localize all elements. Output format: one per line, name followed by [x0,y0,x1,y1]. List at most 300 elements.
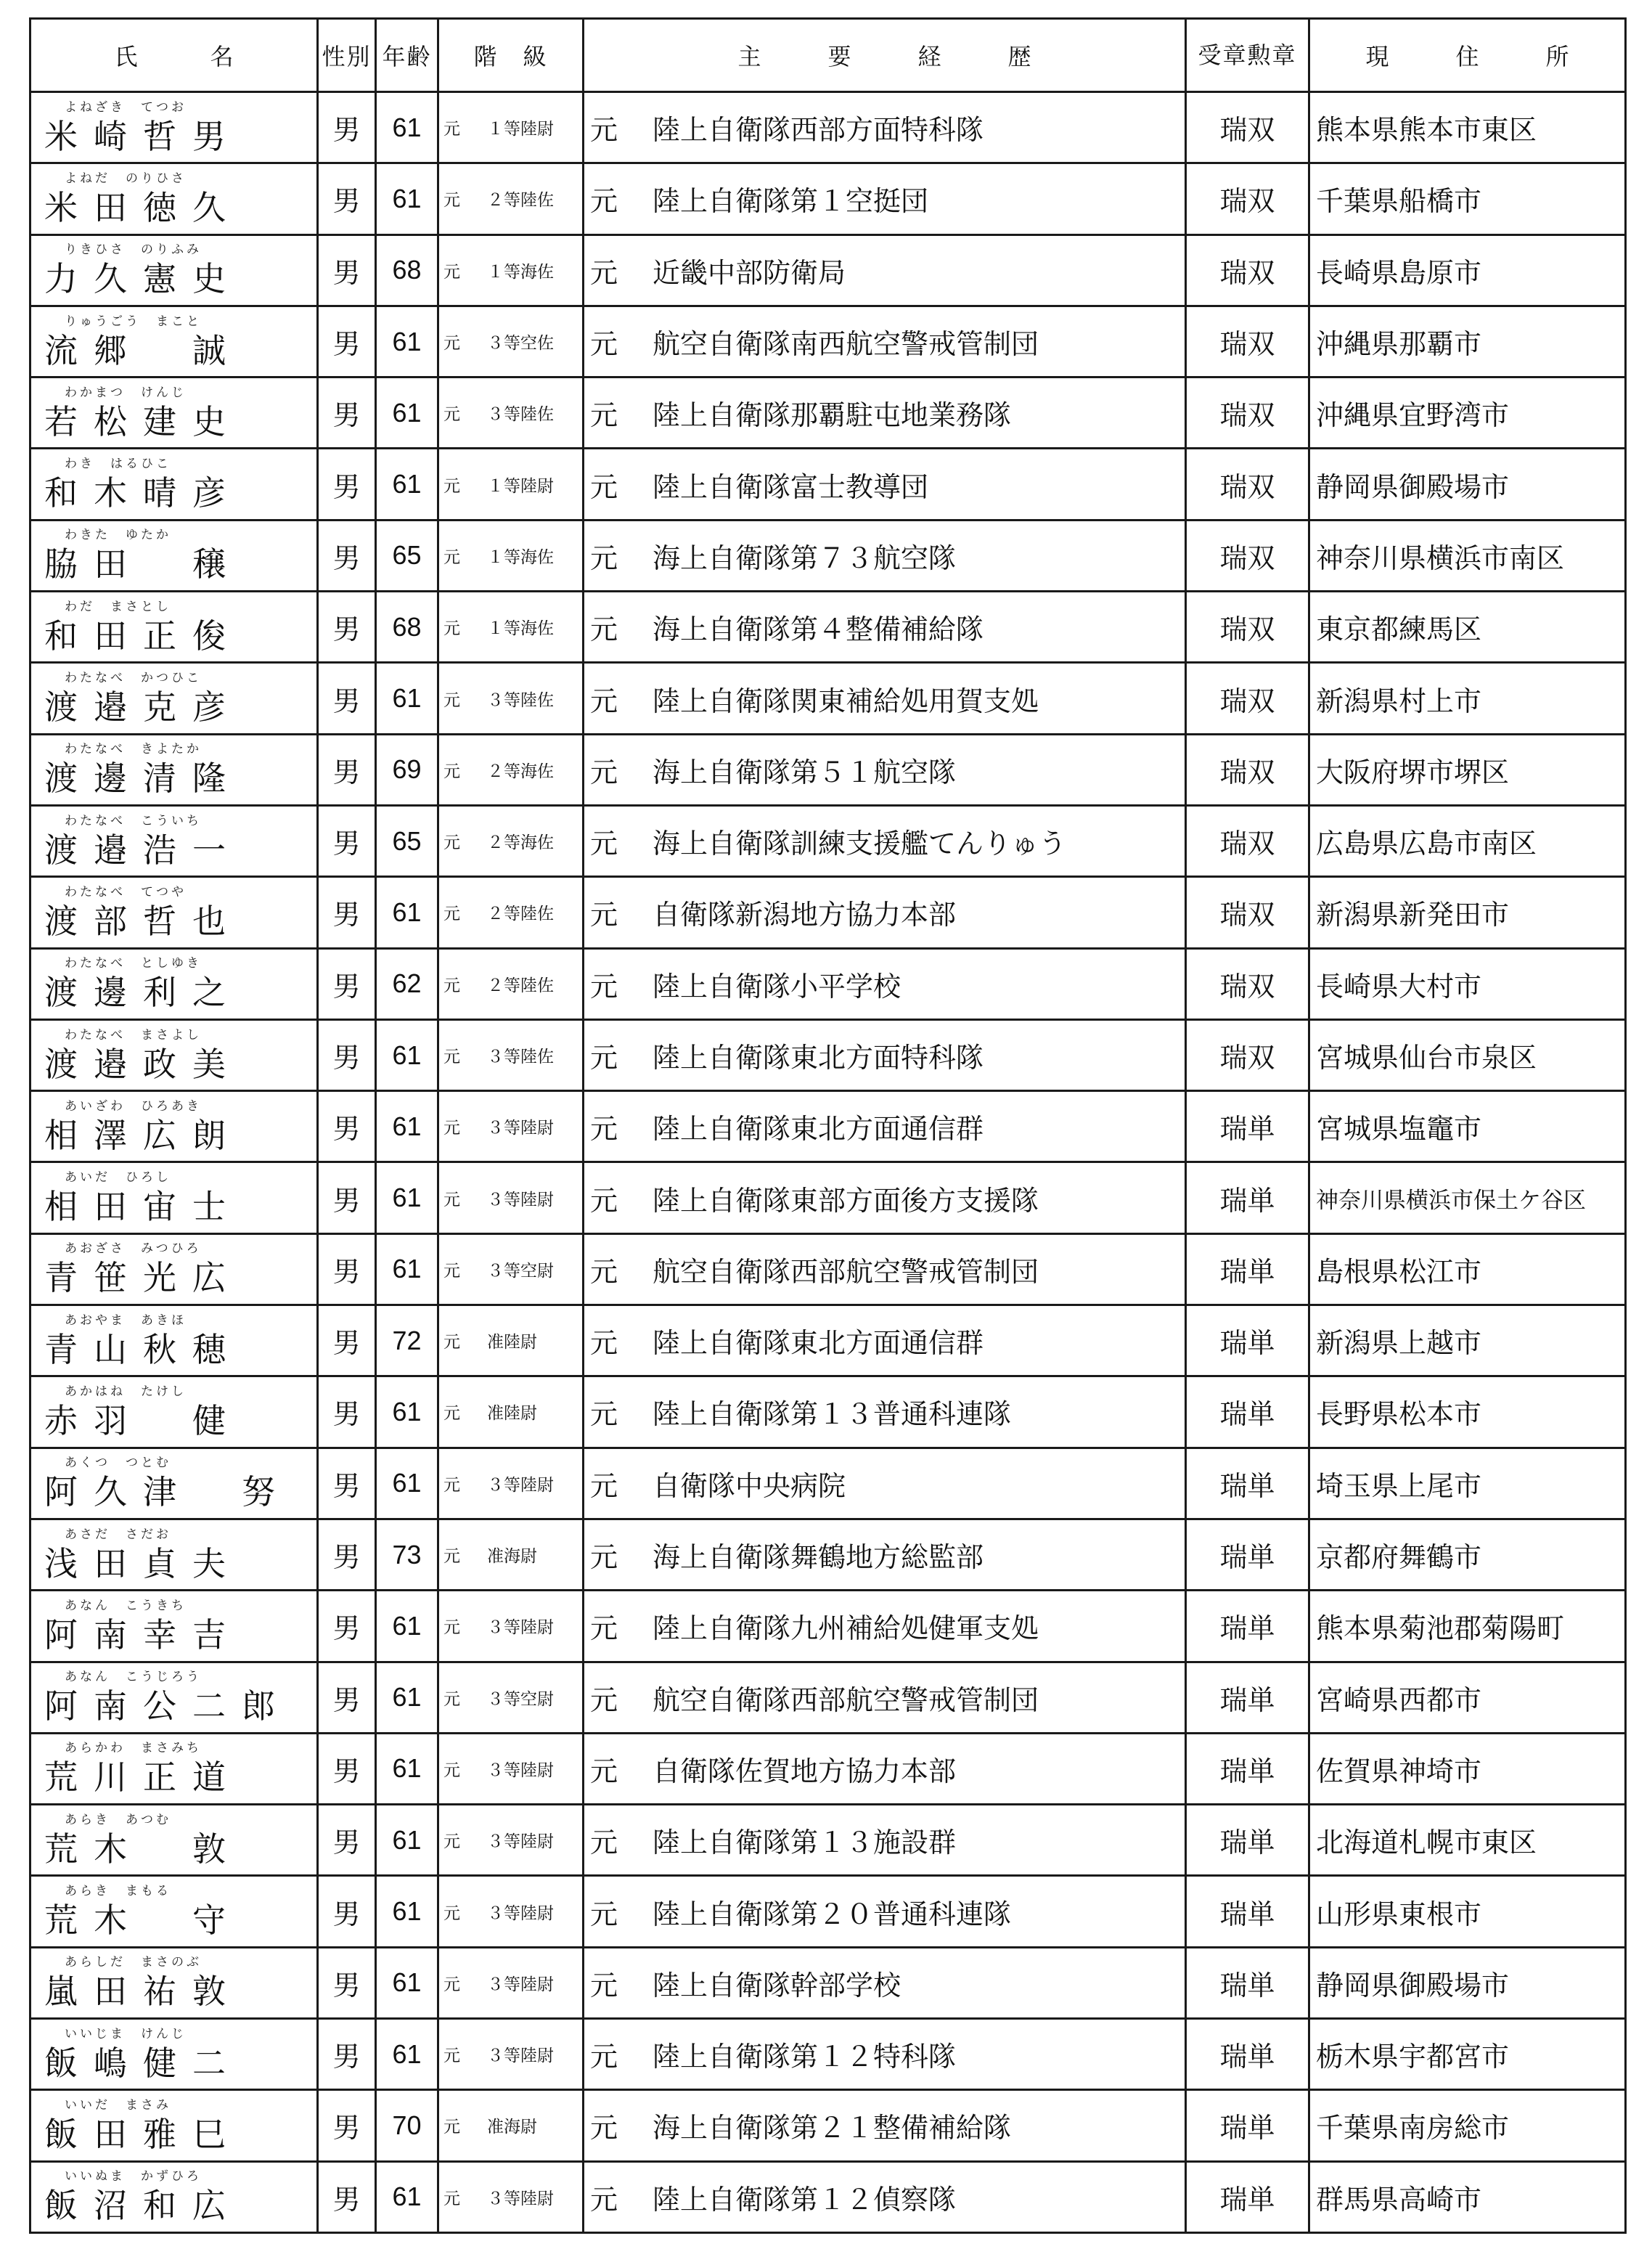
table-row [30,2161,1626,2232]
rank-text: ２等海佐 [487,833,554,853]
age-cell: 70 [376,2090,438,2161]
age-cell: 61 [376,2019,438,2090]
rank-prefix: 元 [443,191,460,211]
header-rank: 階 級 [438,19,584,92]
table-row [30,1305,1626,1376]
rank-prefix: 元 [443,1832,460,1852]
rank-text: ３等空佐 [487,334,554,354]
career-cell [584,1519,1186,1590]
rank-prefix: 元 [443,405,460,425]
address-cell: 北海道札幌市東区 [1309,1805,1626,1876]
name-reading: あおざさ みつひろ [65,1241,202,1257]
age-cell: 61 [376,1662,438,1733]
rank-text: 准陸尉 [487,1404,537,1424]
award-cell: 瑞単 [1186,1591,1309,1662]
name-reading: よねざき てつお [65,99,187,115]
career-cell [584,449,1186,520]
rank-prefix: 元 [443,833,460,853]
table-row [30,1591,1626,1662]
table-row [30,1733,1626,1804]
table-row [30,306,1626,377]
address-cell: 東京都練馬区 [1309,592,1626,663]
sex-cell: 男 [318,306,376,377]
name-cell [30,306,318,377]
table-row [30,1519,1626,1590]
name-reading: あくつ つとむ [65,1456,171,1471]
name-reading: あいだ ひろし [65,1170,171,1185]
career-text: 陸上自衛隊那覇駐屯地業務隊 [653,399,1012,432]
name-cell [30,1947,318,2018]
rank-text: ３等陸尉 [487,1975,554,1994]
rank-cell [438,1305,584,1376]
award-cell: 瑞双 [1186,377,1309,449]
rank-text: ３等陸佐 [487,1048,554,1066]
name-cell [30,377,318,449]
rank-text: ２等海佐 [487,762,554,781]
name-text: 米田徳久 [44,187,242,227]
career-cell [584,1233,1186,1305]
sex-cell: 男 [318,1591,376,1662]
career-text: 近畿中部防衛局 [653,256,846,289]
career-cell [584,1733,1186,1804]
age-cell: 69 [376,734,438,805]
career-prefix: 元 [590,1469,618,1502]
address-cell: 宮城県仙台市泉区 [1309,1019,1626,1090]
address-cell: 長野県松本市 [1309,1376,1626,1448]
career-text: 自衛隊佐賀地方協力本部 [653,1755,957,1787]
name-reading: わき はるひこ [65,457,171,472]
rank-prefix: 元 [443,120,460,139]
career-cell [584,1162,1186,1233]
name-cell [30,734,318,805]
career-text: 自衛隊中央病院 [653,1469,846,1502]
name-cell [30,1591,318,1662]
name-text: 和田正俊 [44,616,242,656]
age-cell: 61 [376,1448,438,1519]
address-cell: 広島県広島市南区 [1309,805,1626,876]
career-prefix: 元 [590,828,618,860]
table-row [30,163,1626,234]
award-cell: 瑞双 [1186,805,1309,876]
rank-text: ２等陸佐 [487,976,554,995]
career-prefix: 元 [590,1255,618,1288]
table-row [30,1805,1626,1876]
rank-text: 准海尉 [487,1547,537,1567]
rank-text: ３等陸尉 [487,1618,554,1638]
name-text: 荒木 敦 [44,1829,242,1869]
career-cell [584,1376,1186,1448]
award-cell: 瑞双 [1186,592,1309,663]
rank-cell [438,1733,584,1804]
career-cell [584,234,1186,306]
table-row [30,948,1626,1019]
sex-cell: 男 [318,1733,376,1804]
sex-cell: 男 [318,1947,376,2018]
award-cell: 瑞単 [1186,1805,1309,1876]
name-cell [30,1305,318,1376]
career-text: 海上自衛隊第４整備補給隊 [653,613,984,646]
header-name: 氏 名 [30,19,318,92]
career-text: 陸上自衛隊第１２偵察隊 [653,2183,957,2216]
rank-cell [438,592,584,663]
career-prefix: 元 [590,2183,618,2216]
name-reading: わきた ゆたか [65,528,171,543]
rank-text: １等海佐 [487,619,554,639]
table-row [30,877,1626,948]
rank-cell [438,1805,584,1876]
rank-cell [438,2161,584,2232]
rank-prefix: 元 [443,1618,460,1638]
name-text: 荒木 守 [44,1901,242,1940]
career-text: 航空自衛隊西部航空警戒管制団 [653,1683,1039,1716]
header-age: 年齢 [376,19,438,92]
header-award: 受章勲章 [1186,19,1309,92]
career-text: 陸上自衛隊東部方面後方支援隊 [653,1184,1039,1217]
career-prefix: 元 [590,1113,618,1146]
address-cell: 新潟県新発田市 [1309,877,1626,948]
rank-prefix: 元 [443,762,460,781]
award-cell: 瑞双 [1186,663,1309,734]
name-text: 嵐田祐敦 [44,1972,242,2012]
name-reading: あさだ さだお [65,1527,171,1542]
rank-prefix: 元 [443,334,460,354]
career-text: 陸上自衛隊九州補給処健軍支処 [653,1612,1039,1645]
rank-text: ３等陸佐 [487,405,554,425]
award-cell: 瑞双 [1186,948,1309,1019]
address-cell: 島根県松江市 [1309,1233,1626,1305]
name-reading: わたなべ こういち [65,813,202,828]
name-text: 流郷 誠 [44,330,242,370]
rank-text: ３等陸尉 [487,1475,554,1495]
name-cell [30,1876,318,1947]
table-row [30,805,1626,876]
career-cell [584,520,1186,591]
name-cell [30,1519,318,1590]
rank-cell [438,449,584,520]
career-text: 陸上自衛隊西部方面特科隊 [653,114,984,147]
name-text: 和木晴彦 [44,473,242,513]
rank-cell [438,734,584,805]
age-cell: 61 [376,1805,438,1876]
career-text: 自衛隊新潟地方協力本部 [653,899,957,931]
career-cell [584,2090,1186,2161]
age-cell: 61 [376,306,438,377]
roster-table [29,17,1627,2234]
name-text: 相澤広朗 [44,1115,242,1155]
career-prefix: 元 [590,2041,618,2073]
rank-prefix: 元 [443,1261,460,1281]
name-reading: りきひさ のりふみ [65,242,202,258]
name-text: 阿南幸吉 [44,1615,242,1654]
name-text: 飯田雅巳 [44,2114,242,2154]
career-cell [584,2161,1186,2232]
career-prefix: 元 [590,114,618,147]
name-cell [30,663,318,734]
name-reading: あなん こうじろう [65,1670,202,1685]
career-prefix: 元 [590,1755,618,1787]
rank-cell [438,1376,584,1448]
address-cell: 新潟県上越市 [1309,1305,1626,1376]
address-cell: 京都府舞鶴市 [1309,1519,1626,1590]
rank-prefix: 元 [443,1689,460,1709]
age-cell: 72 [376,1305,438,1376]
address-cell: 宮崎県西都市 [1309,1662,1626,1733]
rank-cell [438,877,584,948]
age-cell: 73 [376,1519,438,1590]
rank-prefix: 元 [443,2189,460,2208]
name-text: 渡邊利之 [44,973,242,1013]
address-cell: 神奈川県横浜市保土ケ谷区 [1309,1162,1626,1233]
name-cell [30,1091,318,1162]
rank-cell [438,520,584,591]
age-cell: 61 [376,449,438,520]
name-reading: りゅうごう まこと [65,314,202,329]
rank-prefix: 元 [443,1404,460,1424]
rank-prefix: 元 [443,1547,460,1567]
career-text: 海上自衛隊第２１整備補給隊 [653,2112,1012,2144]
table-row [30,1662,1626,1733]
table-row [30,520,1626,591]
name-text: 渡邉浩一 [44,830,242,870]
table-row [30,663,1626,734]
award-cell: 瑞単 [1186,1376,1309,1448]
sex-cell: 男 [318,948,376,1019]
age-cell: 61 [376,877,438,948]
career-prefix: 元 [590,899,618,931]
name-text: 青山秋穂 [44,1329,242,1369]
career-prefix: 元 [590,1541,618,1574]
address-cell: 長崎県大村市 [1309,948,1626,1019]
award-cell: 瑞双 [1186,520,1309,591]
name-text: 米崎哲男 [44,116,242,156]
career-cell [584,1448,1186,1519]
table-row [30,92,1626,163]
age-cell: 61 [376,2161,438,2232]
age-cell: 61 [376,1233,438,1305]
name-reading: あかはね たけし [65,1384,187,1399]
award-cell: 瑞単 [1186,2090,1309,2161]
career-cell [584,734,1186,805]
rank-text: ３等陸佐 [487,690,554,710]
award-cell: 瑞単 [1186,1733,1309,1804]
rank-cell [438,2090,584,2161]
award-cell: 瑞単 [1186,1947,1309,2018]
name-cell [30,163,318,234]
table-row [30,449,1626,520]
sex-cell: 男 [318,1448,376,1519]
address-cell: 熊本県菊池郡菊陽町 [1309,1591,1626,1662]
name-text: 渡邉政美 [44,1044,242,1084]
header-sex: 性別 [318,19,376,92]
name-text: 飯嶋健二 [44,2043,242,2083]
rank-text: １等陸尉 [487,476,554,496]
award-cell: 瑞双 [1186,92,1309,163]
age-cell: 61 [376,377,438,449]
name-text: 荒川正道 [44,1758,242,1797]
career-text: 陸上自衛隊第１３普通科連隊 [653,1398,1012,1431]
sex-cell: 男 [318,1305,376,1376]
name-text: 渡邉克彦 [44,687,242,727]
career-text: 陸上自衛隊第１２特科隊 [653,2041,957,2073]
career-text: 陸上自衛隊第２０普通科連隊 [653,1898,1012,1930]
rank-prefix: 元 [443,476,460,496]
career-cell [584,805,1186,876]
name-cell [30,592,318,663]
career-prefix: 元 [590,185,618,218]
award-cell: 瑞単 [1186,1305,1309,1376]
name-cell [30,877,318,948]
rank-cell [438,1091,584,1162]
name-reading: いいぬま かずひろ [65,2169,202,2184]
award-cell: 瑞双 [1186,1019,1309,1090]
name-text: 阿南公二郎 [44,1686,291,1726]
name-text: 若松建史 [44,401,242,441]
career-text: 海上自衛隊第５１航空隊 [653,756,957,788]
rank-cell [438,163,584,234]
address-cell: 神奈川県横浜市南区 [1309,520,1626,591]
address-cell: 栃木県宇都宮市 [1309,2019,1626,2090]
award-cell: 瑞単 [1186,1662,1309,1733]
age-cell: 62 [376,948,438,1019]
rank-text: ２等陸佐 [487,905,554,924]
career-text: 陸上自衛隊東北方面通信群 [653,1113,984,1146]
address-cell: 群馬県高崎市 [1309,2161,1626,2232]
rank-text: １等海佐 [487,262,554,282]
address-cell: 千葉県船橋市 [1309,163,1626,234]
name-reading: あらき まもる [65,1884,171,1899]
rank-text: ３等空尉 [487,1689,554,1709]
name-cell [30,234,318,306]
name-cell [30,948,318,1019]
name-reading: いいじま けんじ [65,2026,187,2041]
address-cell: 沖縄県宜野湾市 [1309,377,1626,449]
award-cell: 瑞単 [1186,1162,1309,1233]
name-reading: あおやま あきほ [65,1313,187,1328]
career-text: 陸上自衛隊東北方面特科隊 [653,1042,984,1074]
table-row [30,1233,1626,1305]
sex-cell: 男 [318,1019,376,1090]
career-prefix: 元 [590,1184,618,1217]
rank-text: 准陸尉 [487,1333,537,1352]
rank-prefix: 元 [443,1048,460,1066]
career-cell [584,592,1186,663]
address-cell: 熊本県熊本市東区 [1309,92,1626,163]
career-text: 航空自衛隊西部航空警戒管制団 [653,1255,1039,1288]
name-text: 飯沼和広 [44,2186,242,2226]
name-text: 力久憲史 [44,259,242,299]
award-cell: 瑞双 [1186,306,1309,377]
sex-cell: 男 [318,592,376,663]
name-reading: わかまつ けんじ [65,385,187,400]
career-prefix: 元 [590,1827,618,1859]
award-cell: 瑞単 [1186,1519,1309,1590]
sex-cell: 男 [318,2019,376,2090]
career-prefix: 元 [590,399,618,432]
sex-cell: 男 [318,1519,376,1590]
address-cell: 山形県東根市 [1309,1876,1626,1947]
name-text: 青笹光広 [44,1258,242,1298]
career-prefix: 元 [590,1612,618,1645]
table-row [30,1162,1626,1233]
rank-text: １等陸尉 [487,120,554,139]
age-cell: 61 [376,1162,438,1233]
career-prefix: 元 [590,1898,618,1930]
age-cell: 61 [376,1019,438,1090]
age-cell: 61 [376,1591,438,1662]
name-reading: あらかわ まさみち [65,1741,202,1756]
age-cell: 61 [376,663,438,734]
career-text: 海上自衛隊訓練支援艦てんりゅう [653,828,1067,860]
career-text: 陸上自衛隊幹部学校 [653,1969,901,2001]
rank-cell [438,234,584,306]
sex-cell: 男 [318,805,376,876]
age-cell: 65 [376,805,438,876]
name-text: 渡邊清隆 [44,759,242,799]
address-cell: 千葉県南房総市 [1309,2090,1626,2161]
name-text: 相田宙士 [44,1187,242,1227]
career-text: 陸上自衛隊富士教導団 [653,470,929,503]
sex-cell: 男 [318,1876,376,1947]
name-cell [30,1733,318,1804]
rank-cell [438,663,584,734]
address-cell: 埼玉県上尾市 [1309,1448,1626,1519]
rank-cell [438,1519,584,1590]
age-cell: 61 [376,1947,438,2018]
career-prefix: 元 [590,328,618,361]
rank-cell [438,1448,584,1519]
award-cell: 瑞単 [1186,1091,1309,1162]
rank-cell [438,92,584,163]
rank-cell [438,1019,584,1090]
rank-cell [438,377,584,449]
rank-cell [438,805,584,876]
career-text: 航空自衛隊南西航空警戒管制団 [653,328,1039,361]
table-row [30,592,1626,663]
rank-cell [438,1876,584,1947]
award-cell: 瑞双 [1186,234,1309,306]
name-reading: あらき あつむ [65,1812,171,1827]
name-reading: あなん こうきち [65,1598,187,1613]
career-cell [584,1947,1186,2018]
sex-cell: 男 [318,92,376,163]
award-cell: 瑞双 [1186,734,1309,805]
sex-cell: 男 [318,1662,376,1733]
career-cell [584,2019,1186,2090]
career-text: 陸上自衛隊第１３施設群 [653,1827,957,1859]
award-cell: 瑞単 [1186,2019,1309,2090]
age-cell: 61 [376,92,438,163]
sex-cell: 男 [318,1091,376,1162]
name-reading: あいざわ ひろあき [65,1098,202,1114]
name-cell [30,1162,318,1233]
table-row [30,377,1626,449]
sex-cell: 男 [318,520,376,591]
name-cell [30,1662,318,1733]
sex-cell: 男 [318,734,376,805]
table-row [30,1091,1626,1162]
career-prefix: 元 [590,542,618,574]
career-prefix: 元 [590,685,618,717]
name-text: 浅田貞夫 [44,1543,242,1583]
name-reading: わだ まさとし [65,599,171,614]
name-cell [30,92,318,163]
table-row [30,2019,1626,2090]
career-cell [584,1662,1186,1733]
age-cell: 61 [376,163,438,234]
table-row [30,1019,1626,1090]
rank-prefix: 元 [443,1760,460,1780]
sex-cell: 男 [318,163,376,234]
